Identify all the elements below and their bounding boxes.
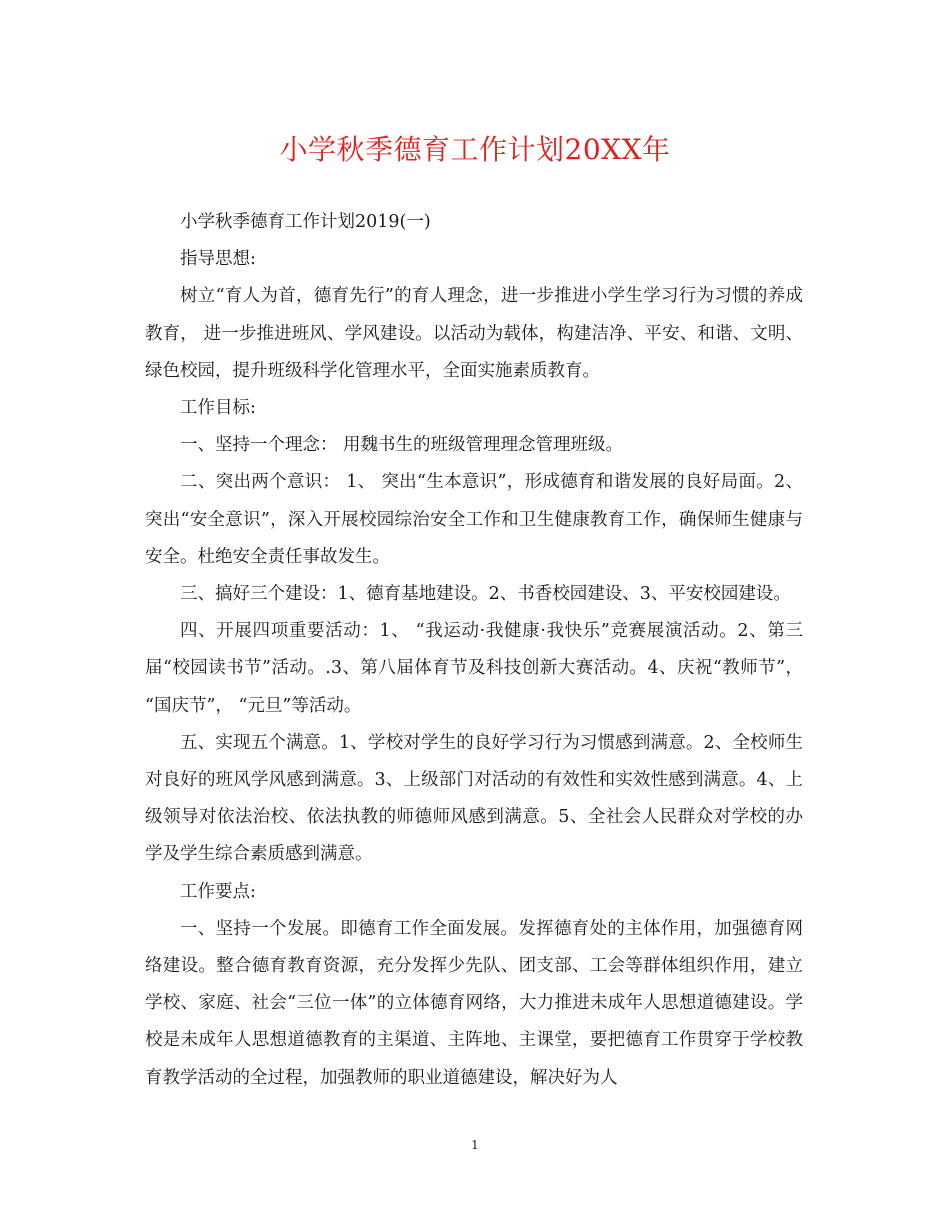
paragraph-goal-3: 三、搞好三个建设：1、德育基地建设。2、书香校园建设、3、平安校园建设。 [180,584,791,605]
paragraph-goal-5: 五、实现五个满意。1、学校对学生的良好学习行为习惯感到满意。2、全校师生对良好的班风学风感到满意。3、上级部门对活动的有效性和实效性感到满意。4、上级领导对依法治校、依法执教的师德师风感到满意。5、全社会人民群众对学校的办学及学生综合素质感到满意。 [145,732,803,865]
document-title: 小学秋季德育工作计划20XX年 [279,133,671,166]
page-number: 1 [471,1138,479,1152]
paragraph-heading-work-goals: 工作目标: [180,398,256,419]
paragraph-heading-guiding-thought: 指导思想: [180,249,256,270]
document-body [145,204,803,1097]
paragraph-subtitle: 小学秋季德育工作计划2019(一) [180,212,431,232]
paragraph-goal-1: 一、坚持一个理念： 用魏书生的班级管理理念管理班级。 [180,435,624,456]
paragraph-guiding-thought: 树立“育人为首，德育先行”的育人理念，进一步推进小学生学习行为习惯的养成教育， 进一步推进班风、学风建设。以活动为载体，构建洁净、平安、和谐、文明、绿色校园，提升班级科学化管理水平，全面实施素质教育。 [145,286,803,381]
paragraph-heading-work-points: 工作要点: [180,881,256,902]
paragraph-point-1: 一、坚持一个发展。即德育工作全面发展。发挥德育处的主体作用，加强德育网络建设。整合德育教育资源，充分发挥少先队、团支部、工会等群体组织作用，建立学校、家庭、社会“三位一体”的立体德育网络，大力推进未成年人思想道德建设。学校是未成年人思想道德教育的主渠道、主阵地、主课堂，要把德育工作贯穿于学校教育教学活动的全过程，加强教师的职业道德建设，解决好为人 [145,918,803,1088]
paragraph-goal-4: 四、开展四项重要活动：1、 “我运动·我健康·我快乐”竞赛展演活动。2、第三届“校园读书节”活动。.3、第八届体育节及科技创新大赛活动。4、庆祝“教师节”， “国庆节”， “元旦”等活动。 [145,621,803,716]
paragraph-goal-2: 二、突出两个意识： 1、 突出“生本意识”，形成德育和谐发展的良好局面。2、 突出“安全意识”，深入开展校园综治安全工作和卫生健康教育工作，确保师生健康与安全。杜绝安全责任事故发生。 [145,472,803,567]
